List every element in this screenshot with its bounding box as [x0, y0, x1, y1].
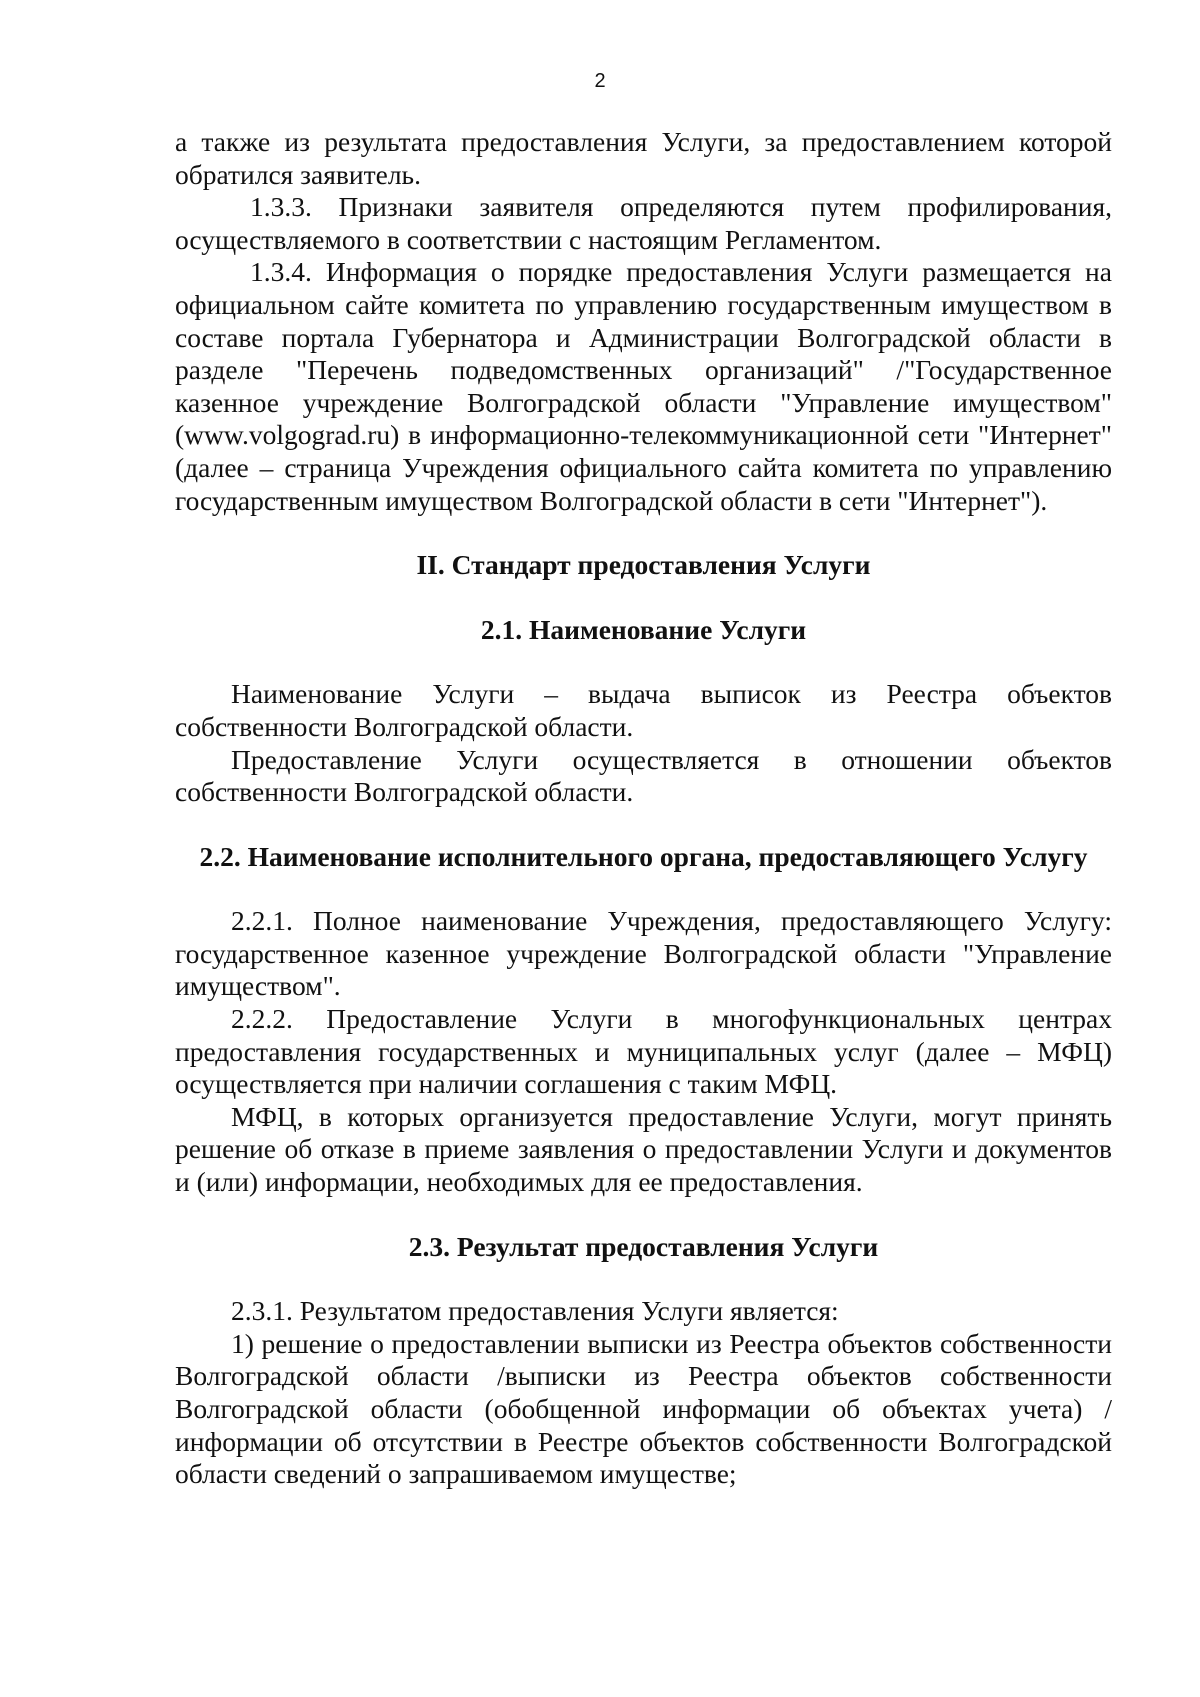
spacer — [175, 646, 1112, 678]
paragraph-2-3-1-item-1: 1) решение о предоставлении выписки из Реестра объектов собственности Волгоградской области /выписки из Реестра объектов собственности Волгоградской области (обобщенной информации об объектах учета) /информации об отсутствии в Реестре объектов собственности Волгоградской области сведений о запрашиваемом имуществе; — [175, 1327, 1112, 1490]
paragraph-2-2-1: 2.2.1. Полное наименование Учреждения, предоставляющего Услугу: государственное казенное учреждение Волгоградской области "Управление имуществом". — [175, 905, 1112, 1002]
spacer — [175, 1199, 1112, 1231]
paragraph-1-3-3: 1.3.3. Признаки заявителя определяются путем профилирования, осуществляемого в соответствии с настоящим Регламентом. — [175, 191, 1112, 255]
spacer — [175, 582, 1112, 614]
spacer — [175, 1263, 1112, 1295]
paragraph-1-3-4: 1.3.4. Информация о порядке предоставления Услуги размещается на официальном сайте комитета по управлению государственным имуществом в составе портала Губернатора и Администрации Волгоградской области в разделе "Перечень подведомственных организаций" /"Государственное казенное учреждение Волгоградской области "Управление имуществом" (www.volgograd.ru) в информационно-телекоммуникационной сети "Интернет" (далее – страница Учреждения официального сайта комитета по управлению государственным имуществом Волгоградской области в сети "Интернет"). — [175, 256, 1112, 516]
spacer — [175, 809, 1112, 841]
page-number: 2 — [594, 70, 606, 92]
paragraph-2-1-a: Наименование Услуги – выдача выписок из Реестра объектов собственности Волгоградской области. — [175, 678, 1112, 742]
paragraph-2-3-1: 2.3.1. Результатом предоставления Услуги является: — [231, 1295, 839, 1327]
paragraph-2-2-mfc: МФЦ, в которых организуется предоставление Услуги, могут принять решение об отказе в приеме заявления о предоставлении Услуги и документов и (или) информации, необходимых для ее предоставления. — [175, 1100, 1112, 1198]
paragraph-continuation: а также из результата предоставления Услуги, за предоставлением которой обратился заявитель. — [175, 126, 1112, 190]
spacer — [175, 517, 1112, 549]
spacer — [175, 873, 1112, 905]
subsection-heading-2-3: 2.3. Результат предоставления Услуги — [408, 1230, 879, 1262]
subsection-heading-2-1: 2.1. Наименование Услуги — [480, 613, 807, 645]
document-body — [175, 126, 1112, 1491]
section-heading-2: II. Стандарт предоставления Услуги — [416, 549, 871, 581]
paragraph-2-2-2: 2.2.2. Предоставление Услуги в многофункциональных центрах предоставления государственных и муниципальных услуг (далее – МФЦ) осуществляется при наличии соглашения с таким МФЦ. — [175, 1003, 1112, 1100]
subsection-heading-2-2: 2.2. Наименование исполнительного органа, предоставляющего Услугу — [199, 840, 1088, 872]
paragraph-2-1-b: Предоставление Услуги осуществляется в отношении объектов собственности Волгоградской области. — [175, 743, 1112, 808]
